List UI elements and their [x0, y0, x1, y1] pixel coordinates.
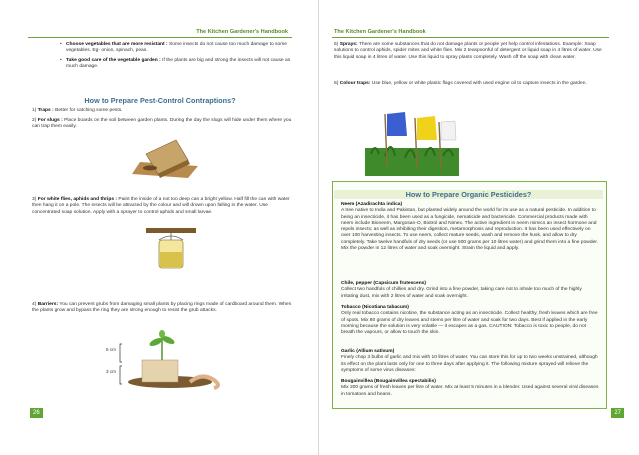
running-head: The Kitchen Gardener's Handbook: [196, 29, 288, 35]
colour-trap-flags-illustration: [365, 108, 459, 176]
right-page: [319, 0, 639, 455]
slug-trap-illustration: [128, 134, 200, 186]
list-item: 5) Sprays: There are some substances that do not damage plants or people yet help control infestations. Example: Soap solutions to control aphids, spider mites and white flies. Mix 2 teaspoonful of detergent or liquid soap in 4 litres of water. Use this liquid soap in 4 litres of water. Use this liquid to spray plants completely. Wash off the soap with clean water.: [334, 42, 602, 60]
pesticide-entry: Chile, pepper (Capsicum frutescens) Collect two handfuls of chillies and dry. Grind into a fine powder, taking care not to inhale too much of the highly irritating dust, mix with 2 litres of water and soak overnight.: [341, 281, 582, 299]
header-rule: [332, 37, 609, 38]
pesticide-entry: Bougainvillea (Bougainvillea spectabilis) Mix 200 grams of fresh leaves per litre of water. Mix at least 5 minutes in a blender. Used against several viral diseases in tomatoes and beans.: [341, 379, 599, 397]
pesticide-entry: Tobacco (Nicotiana tabacum) Only real tobacco contains nicotine, the substance acting as an insecticide. Collect healthy, fresh leaves which are free of spots. Mix 80 grams of dry leaves and stems per litre of water and soak for two days. Best if applied in the early morning because the solution is very volatile — it escapes as a gas. CAUTION: Tobacco is toxic to people, do not breath the vapours, or allow to touch the skin.: [341, 305, 598, 336]
yellow-can-trap-illustration: [142, 226, 202, 272]
dimension-label: 3 cm: [106, 369, 116, 374]
running-head: The Kitchen Gardener's Handbook: [334, 29, 426, 35]
list-item: 4) Barriers: You can prevent grubs from damaging small plants by placing rings made of cardboard around them. When the plants grow and bypass the ring they are strong enough to resist the grub attacks.: [32, 302, 292, 314]
list-item: 6) Colour traps: Use blue, yellow or white plastic flags covered with used engine oil to capture insects in the garden.: [334, 81, 587, 86]
list-item: 3) For white flies, aphids and thrips : Paint the inside of a not too deep can a bright yellow. Half fill the can with water then hang it on a pole. The insects will be attracted by the colour and will drown upon falling in the water. Use concentrated soap solution. Apply with a sprayer to control aphids and small larvae.: [32, 197, 290, 215]
list-item: 1) Traps : Better for catching some pests.: [32, 108, 123, 113]
pesticide-entry: Garlic (Allium sativum) Finely chop 3 bulbs of garlic and mix with 10 litres of water. You can store this for up to two weeks unstrained, although its effect on the plant lasts only for one to three days after applying it. The following mixture sprayed will relieve the symptoms of some virus diseases:: [341, 349, 598, 373]
page-number: 26: [30, 408, 43, 418]
page-number: 27: [611, 408, 624, 418]
dimension-label: 5 cm: [106, 347, 116, 352]
box-heading: How to Prepare Organic Pesticides?: [405, 190, 532, 199]
header-rule: [28, 37, 292, 38]
bullet-item: • Choose vegetables that are more resistant : Some insects do not cause too much damage to some vegetables. Eg- onion, spinach, peas.: [66, 42, 298, 55]
barrier-ring-illustration: [118, 330, 230, 392]
pesticide-entry: Neem (Azadirachta indica) A tree native to India and Pakistan, but planted widely around the world for its use as a natural pesticide. In addition to being an insecticide, it has been used as a fungicide, nematicide and bactericide. Commercial products made with neem include Bioneem, Margosan-O, Biotrol and Nimex. The active ingredient in neem mimics an insect hormone and repels insects; as well as inhibiting their digestion, metamorphosis and reproduction. It has been used effectively on over 100 harvesting insects. To use neem, collect mature seeds, wash and remove the husk, and allow to dry completely. Take twelve handfuls of dry seeds (or use 500 grams per 10 litres water) and grind them into a fine powder. Mix the powder in 12 litres of water and soak overnight. Strain the liquid and apply.: [341, 202, 598, 252]
left-page: [0, 0, 319, 455]
bullet-item: • Take good care of the vegetable garden : If the plants are big and strong the insects will not cause as much damage.: [66, 58, 298, 71]
list-item: 2) For slugs : Place boards on the soil between garden plants. During the day the slugs will hide under them where you can trap them easily.: [32, 118, 292, 130]
section-heading: How to Prepare Pest-Control Contraptions?: [84, 96, 236, 105]
